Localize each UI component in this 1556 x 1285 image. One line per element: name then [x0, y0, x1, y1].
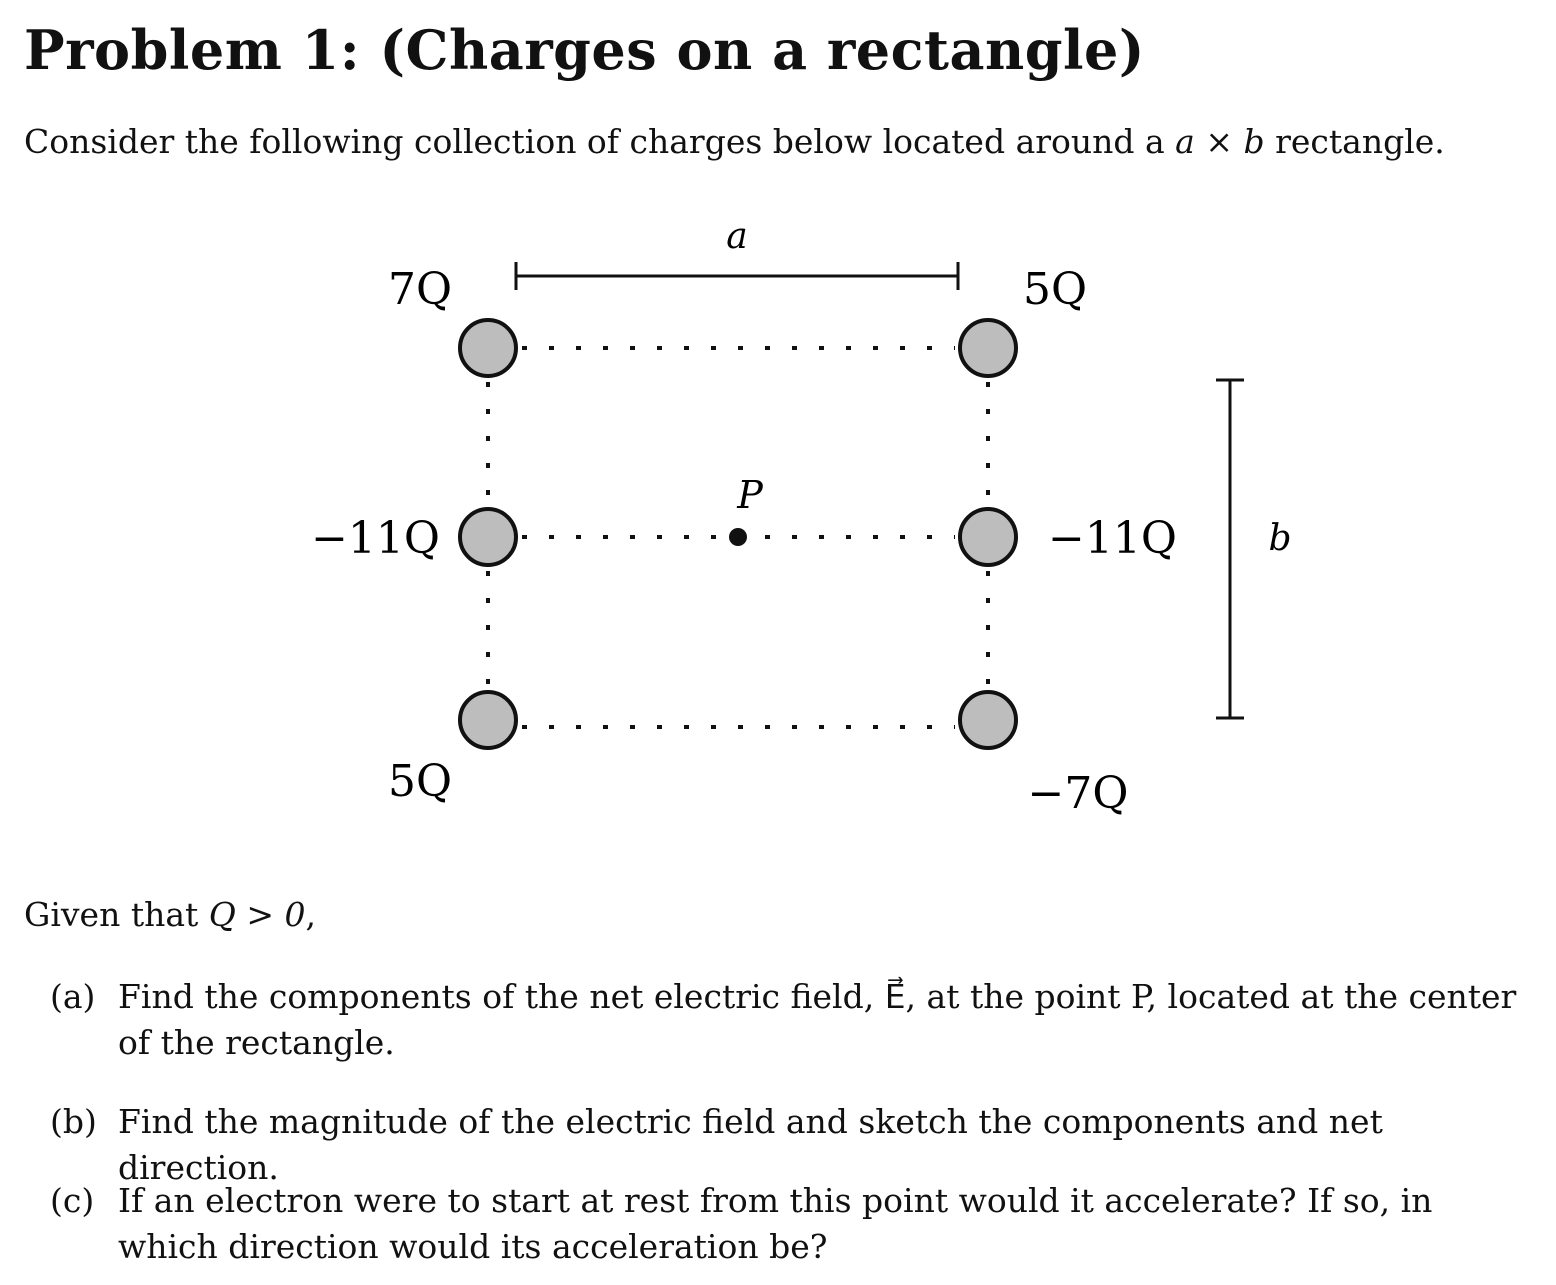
dimension-a: [516, 262, 958, 290]
problem-title: Problem 1: (Charges on a rectangle): [24, 18, 1145, 82]
question-a-label: (a): [50, 977, 96, 1016]
dimension-b: [1216, 380, 1244, 718]
question-a-text: Find the components of the net electric field, E⃗, at the point P, located at the center of the rectangle.: [118, 977, 1517, 1062]
given-statement: [24, 895, 316, 934]
intro-text-after: rectangle.: [1264, 122, 1445, 161]
given-after: ,: [305, 895, 316, 934]
question-a: [50, 974, 1540, 1066]
question-b-label: (b): [50, 1102, 97, 1141]
charge-top-left: [460, 320, 516, 376]
question-c: [50, 1178, 1540, 1270]
question-b-text: Find the magnitude of the electric field and sketch the components and net direction.: [118, 1102, 1383, 1187]
intro-times: ×: [1194, 122, 1244, 161]
charge-bottom-left: [460, 692, 516, 748]
question-c-text: If an electron were to start at rest from this point would it accelerate? If so, in which direction would its acceleration be?: [118, 1181, 1433, 1266]
dimension-a-label: a: [726, 216, 748, 257]
dimension-b-label: b: [1268, 518, 1292, 559]
given-before: Given that: [24, 895, 209, 934]
question-c-label: (c): [50, 1181, 95, 1220]
charge-bottom-right: [960, 692, 1016, 748]
point-p-label: P: [737, 473, 763, 517]
given-condition: Q > 0: [208, 895, 306, 934]
charge-mid-right: [960, 509, 1016, 565]
point-p-dot: [729, 528, 747, 546]
charge-label-bottom-left: 5Q: [387, 756, 453, 807]
intro-var-b: b: [1243, 122, 1265, 161]
charge-label-mid-right: −11Q: [1048, 513, 1177, 564]
intro-var-a: a: [1175, 122, 1195, 161]
charge-label-top-right: 5Q: [1022, 264, 1088, 315]
charge-label-bottom-right: −7Q: [1027, 768, 1129, 819]
charge-label-top-left: 7Q: [387, 264, 453, 315]
charge-mid-left: [460, 509, 516, 565]
charge-top-right: [960, 320, 1016, 376]
charge-label-mid-left: −11Q: [311, 513, 440, 564]
intro-text-before: Consider the following collection of charges below located around a: [24, 122, 1176, 161]
